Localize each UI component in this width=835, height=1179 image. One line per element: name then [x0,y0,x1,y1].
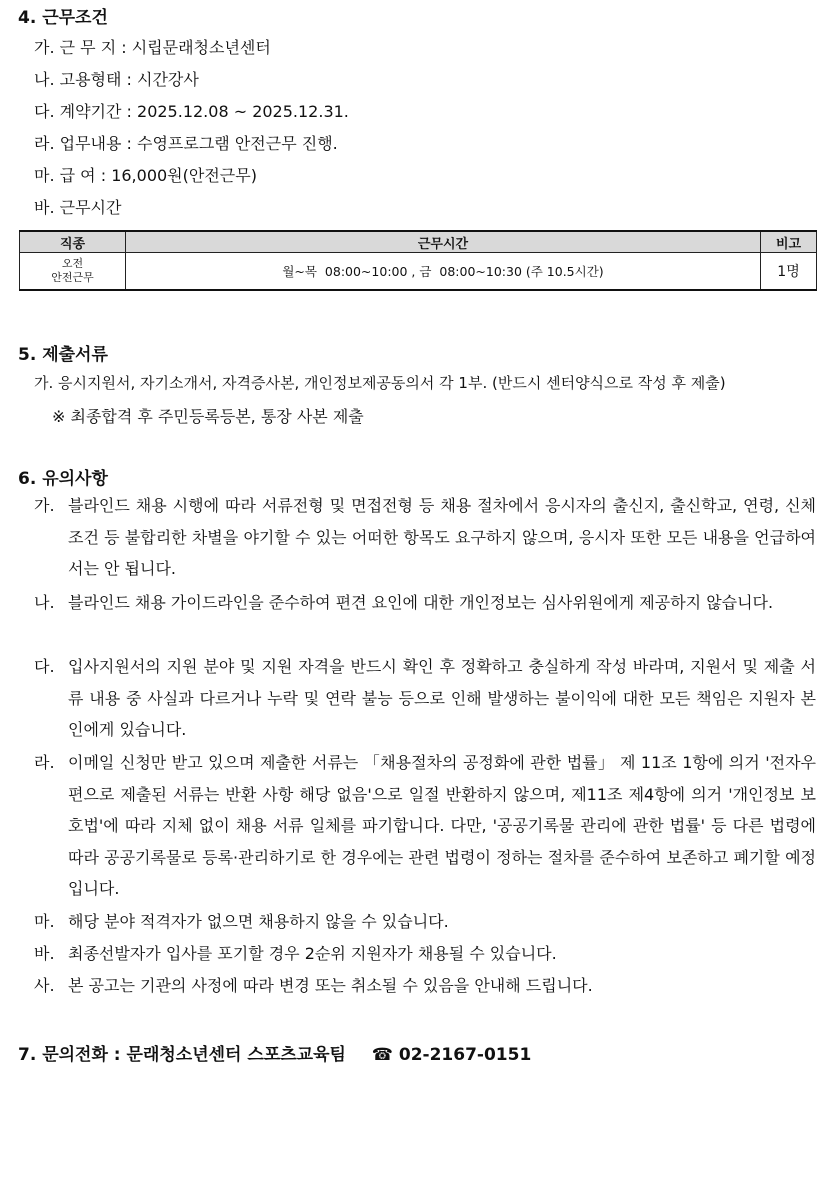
phone-icon: ☎ [371,1045,393,1065]
section-7-contact [18,1040,531,1065]
contact-label: 7. 문의전화 : 문래청소년센터 스포츠교육팀 [18,1045,346,1065]
contract-period: 다. 계약기간 : 2025.12.08 ~ 2025.12.31. [34,102,349,121]
section-6-title: 6. 유의사항 [18,469,108,489]
notice-text: 해당 분야 적격자가 없으면 채용하지 않을 수 있습니다. [68,912,449,931]
notice-label: 바. [34,944,55,963]
notice-item [34,938,816,970]
section-5-title: 5. 제출서류 [18,345,108,365]
phone-number: 02-2167-0151 [398,1045,532,1065]
notice-text: 이메일 신청만 받고 있으며 제출한 서류는 「채용절차의 공정화에 관한 법률」 제 11조 1항에 의거 '전자우편으로 제출된 서류는 반환 사항 해당 없음'으로 일절 반환하지 않으며, 제11조 제4항에 의거 '개인정보 보호법'에 따라 지체 없이 채용 서류 일체를 파기합니다. 다만, '공공기록물 관리에 관한 법률' 등 다른 법령에 따라 공공기록물로 등록·관리하기로 한 경우에는 관련 법령이 정하는 절차를 준수하여 보존하고 폐기할 예정입니다. [68,753,816,898]
job-type-line1: 오전 [61,257,84,270]
cell-job-type [20,253,126,291]
notice-label: 라. [34,753,55,772]
header-job-type: 직종 [20,231,126,253]
notice-text: 본 공고는 기관의 사정에 따라 변경 또는 취소될 수 있음을 안내해 드립니다. [68,976,593,995]
notice-label: 나. [34,593,55,612]
notice-item [34,970,816,1002]
work-hours-table [19,230,817,291]
notice-item [34,747,816,905]
notice-text: 최종선발자가 입사를 포기할 경우 2순위 지원자가 채용될 수 있습니다. [68,944,557,963]
notice-label: 다. [34,657,55,676]
notice-text: 입사지원서의 지원 분야 및 지원 자격을 반드시 확인 후 정확하고 충실하게 작성 바라며, 지원서 및 제출 서류 내용 중 사실과 다르거나 누락 및 연락 불능 등으로 인해 발생하는 불이익에 대한 모든 책임은 지원자 본인에게 있습니다. [68,657,816,739]
table-row [20,253,817,291]
cell-work-hours: 월~목 08:00~10:00 , 금 08:00~10:30 (주 10.5시간) [126,253,761,291]
work-location: 가. 근 무 지 : 시립문래청소년센터 [34,38,271,57]
notice-item [34,906,816,938]
section-4-title: 4. 근무조건 [18,8,108,28]
header-work-hours: 근무시간 [126,231,761,253]
notice-label: 사. [34,976,55,995]
final-pass-note: ※ 최종합격 후 주민등록등본, 통장 사본 제출 [52,407,364,426]
notice-item [34,651,816,746]
employment-type: 나. 고용형태 : 시간강사 [34,70,199,89]
salary: 마. 급 여 : 16,000원(안전근무) [34,166,257,185]
work-hours-label: 바. 근무시간 [34,198,122,217]
job-description: 라. 업무내용 : 수영프로그램 안전근무 진행. [34,134,338,153]
notice-item [34,490,816,585]
notice-text: 블라인드 채용 가이드라인을 준수하여 편견 요인에 대한 개인정보는 심사위원에게 제공하지 않습니다. [68,593,774,612]
notice-label: 마. [34,912,55,931]
submission-documents: 가. 응시지원서, 자기소개서, 자격증사본, 개인정보제공동의서 각 1부. (반드시 센터양식으로 작성 후 제출) [34,374,726,392]
notice-label: 가. [34,496,55,515]
table-header-row [20,231,817,253]
cell-note: 1명 [761,253,817,291]
header-note: 비고 [761,231,817,253]
notice-text: 블라인드 채용 시행에 따라 서류전형 및 면접전형 등 채용 절차에서 응시자의 출신지, 출신학교, 연령, 신체조건 등 불합리한 차별을 야기할 수 있는 어떠한 항목도 요구하지 않으며, 응시자 또한 모든 내용을 언급하여서는 안 됩니다. [68,496,816,578]
notice-item [34,587,816,619]
job-type-line2: 안전근무 [51,271,94,284]
